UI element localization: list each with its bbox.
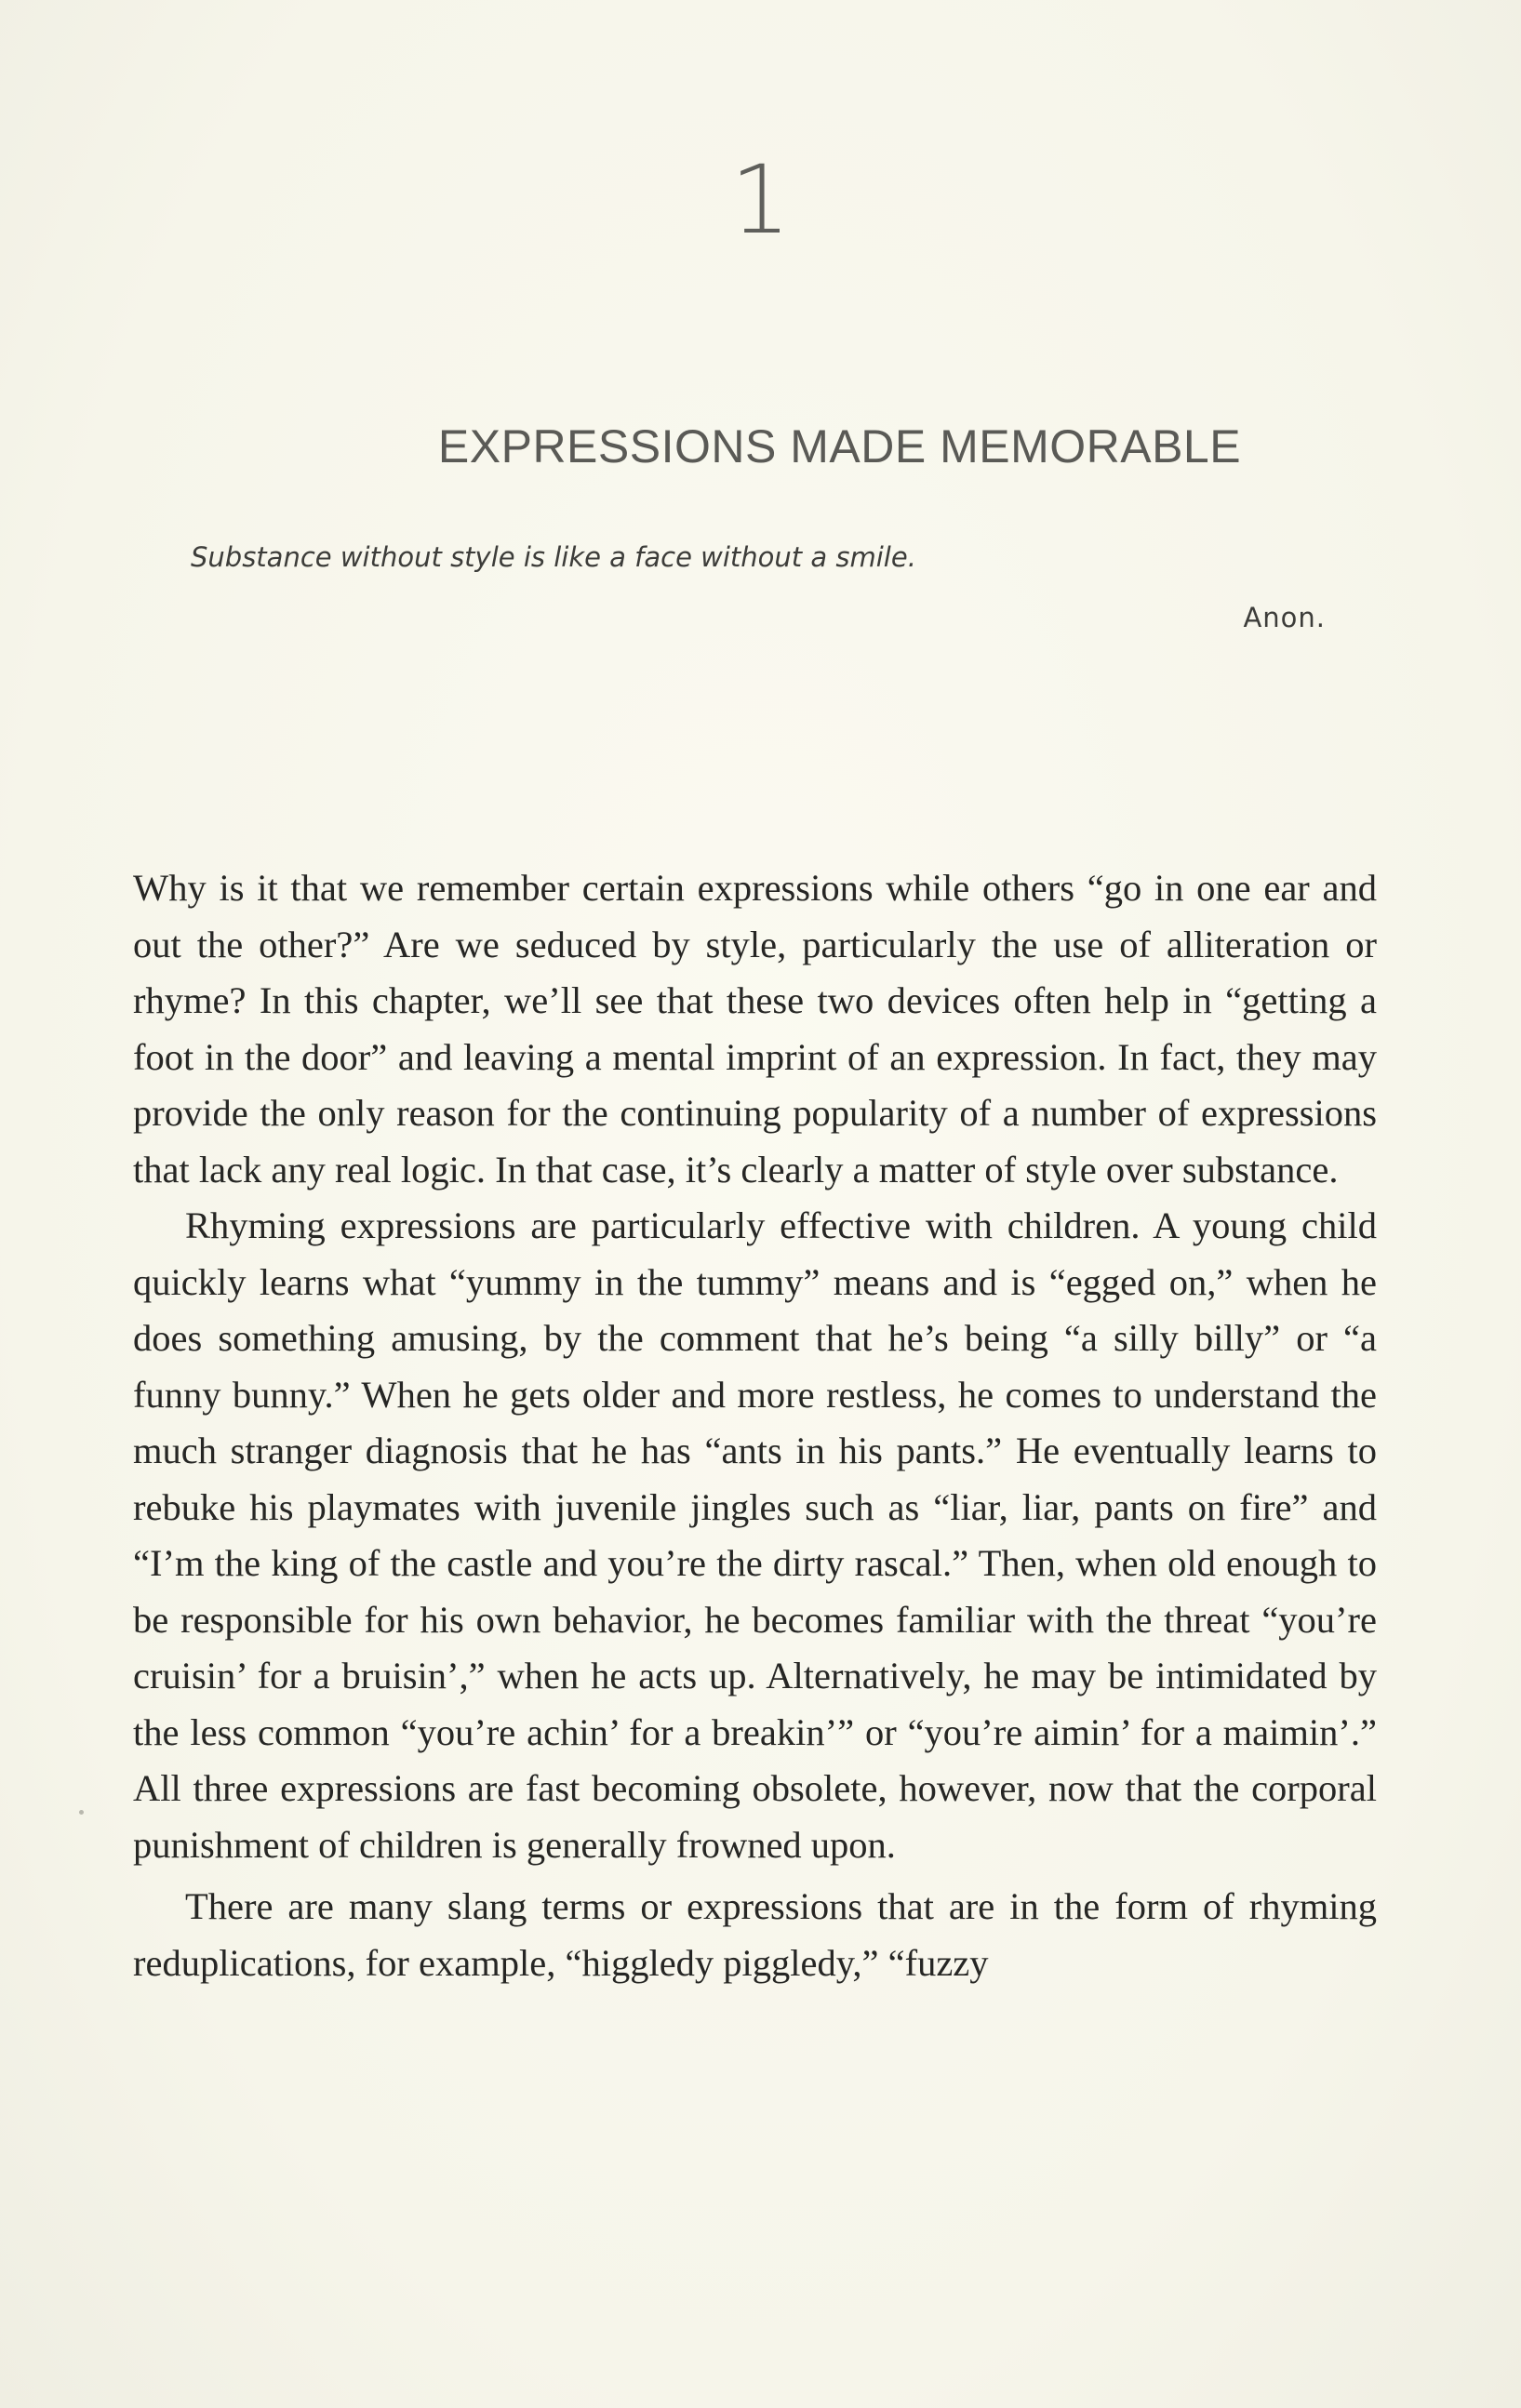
body-text bbox=[133, 860, 1377, 1991]
paragraph-2: Rhyming expressions are particularly effective with children. A young child quickly learns what “yummy in the tummy” means and is “egged on,” when he does something amusing, by the comment that he’s being “a silly billy” or “a funny bunny.” When he gets older and more restless, he comes to understand the much stranger diagnosis that he has “ants in his pants.” He eventually learns to rebuke his playmates with juvenile jingles such as “liar, liar, pants on fire” and “I’m the king of the castle and you’re the dirty rascal.” Then, when old enough to be responsible for his own behavior, he becomes familiar with the threat “you’re cruisin’ for a bruisin’,” when he acts up. Alternatively, he may be intimidated by the less common “you’re achin’ for a breakin’” or “you’re aimin’ for a maimin’.” All three expressions are fast becoming obsolete, however, now that the corporal punishment of children is generally frowned upon. bbox=[133, 1204, 1377, 1866]
scan-speck bbox=[79, 1810, 84, 1815]
chapter-number: 1 bbox=[730, 145, 791, 256]
paragraph-3: There are many slang terms or expressions that are in the form of rhyming reduplications, for example, “higgledy piggledy,” “fuzzy bbox=[133, 1885, 1377, 1984]
chapter-title: EXPRESSIONS MADE MEMORABLE bbox=[437, 420, 1242, 472]
epigraph-quote: Substance without style is like a face without a smile. bbox=[191, 541, 916, 573]
paragraph-1: Why is it that we remember certain expressions while others “go in one ear and out the other?” Are we seduced by style, particularly the use of alliteration or rhyme? In this chapter, we’ll see that these two devices often help in “getting a foot in the door” and leaving a mental imprint of an expression. In fact, they may provide the only reason for the continuing popularity of a number of expressions that lack any real logic. In that case, it’s clearly a matter of style over substance. bbox=[133, 867, 1377, 1191]
epigraph-attribution: Anon. bbox=[1243, 602, 1326, 633]
